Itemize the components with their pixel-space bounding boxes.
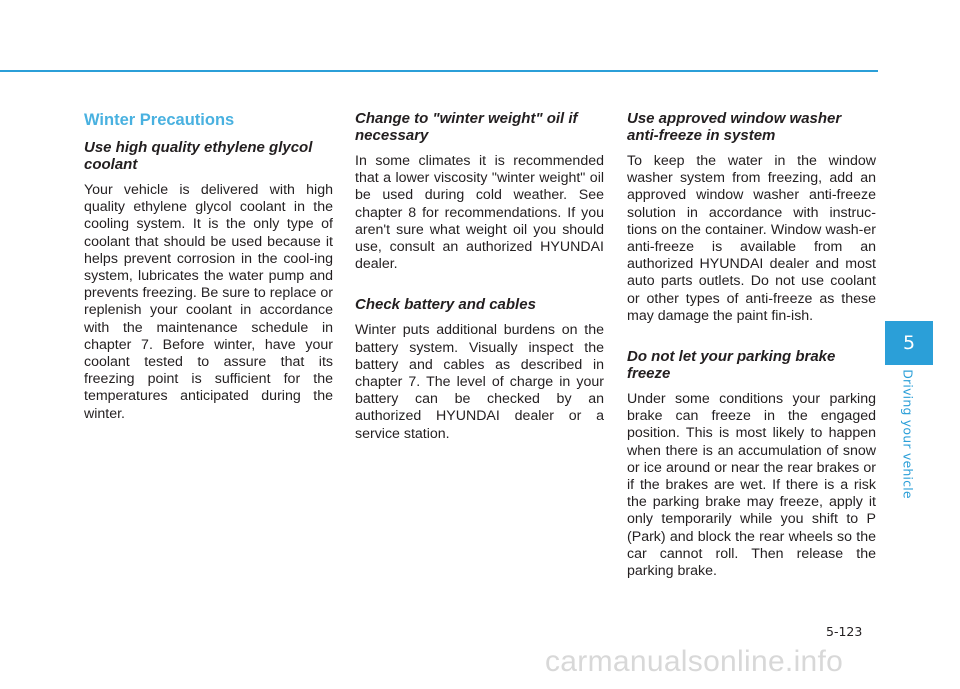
section-title: Winter Precautions bbox=[84, 111, 235, 129]
column-2 bbox=[355, 110, 604, 466]
header-rule bbox=[0, 70, 878, 72]
column-1 bbox=[84, 110, 333, 446]
subheading-battery: Check battery and cables bbox=[355, 296, 536, 314]
paragraph-washer-antifreeze: To keep the water in the window washer system from freezing, add an approved window washer anti-freeze solution in accordance with instruc-tions on the container. Window wash-er anti-freeze is available from an authorized HYUNDAI dealer and most auto parts outlets. Do not use coolant or other types of anti-freeze as these may damage the paint fin-ish. bbox=[627, 153, 876, 324]
subheading-coolant: Use high quality ethylene glycol coolant bbox=[84, 139, 313, 173]
paragraph-battery: Winter puts additional burdens on the battery system. Visually inspect the battery and cables as described in chapter 7. The level of charge in your battery can be checked by an authorized HYUNDAI dealer or a service station. bbox=[355, 322, 604, 442]
subheading-parking-brake: Do not let your parking brake freeze bbox=[627, 348, 836, 383]
paragraph-coolant: Your vehicle is delivered with high quality ethylene glycol coolant in the cooling system. It is the only type of coolant that should be used because it helps prevent corrosion in the cool-ing system, lubricates the water pump and prevents freezing. Be sure to replace or replenish your coolant in accordance with the maintenance schedule in chapter 7. Before winter, have your coolant tested to assure that its freezing point is sufficient for the temperatures anticipated during the winter. bbox=[84, 182, 333, 422]
column-3 bbox=[627, 110, 876, 603]
subheading-washer-antifreeze: Use approved window washer anti-freeze in system bbox=[627, 110, 842, 144]
chapter-number-tab: 5 bbox=[885, 321, 933, 365]
paragraph-winter-oil: In some climates it is recommended that a lower viscosity "winter weight" oil be used during cold weather. See chapter 8 for recommendations. If you aren't sure what weight oil you should use, consult an authorized HYUNDAI dealer. bbox=[355, 153, 604, 273]
chapter-name-label: Driving your vehicle bbox=[900, 369, 916, 499]
page-number: 5-123 bbox=[826, 624, 863, 639]
paragraph-parking-brake: Under some conditions your parking brake can freeze in the engaged position. This is most likely to happen when there is an accumulation of snow or ice around or near the rear brakes or if the brakes are wet. If there is a risk the parking brake may freeze, apply it only temporarily while you shift to P (Park) and block the rear wheels so the car cannot roll. Then release the parking brake. bbox=[627, 391, 876, 580]
watermark: carmanualsonline.info bbox=[545, 645, 844, 678]
subheading-winter-oil: Change to "winter weight" oil if necessary bbox=[355, 110, 578, 144]
